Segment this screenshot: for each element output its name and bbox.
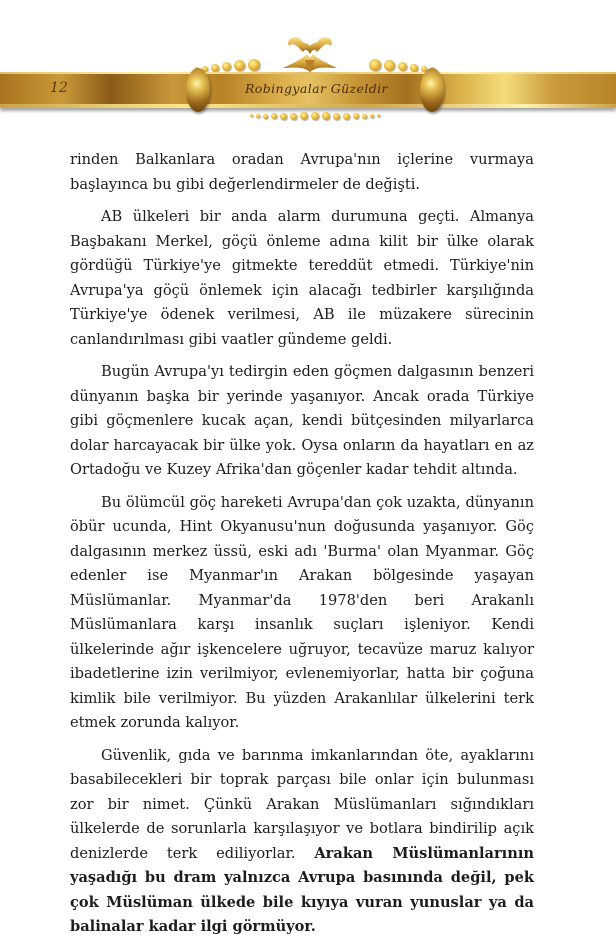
emphasized-text: Arakan Müslümanlarının yaşadığı bu dram yalnızca Avrupa basınında değil, pek çok Müslüman ülkede bile kıyıya vuran yunuslar ya da balinalar kadar ilgi görmüyor. xyxy=(70,844,534,935)
running-title: Robingyalar Güzeldir xyxy=(245,81,388,96)
scroll-ornament-left-icon xyxy=(186,68,210,112)
page-number: 12 xyxy=(50,80,68,96)
decorative-dot-icon xyxy=(250,114,253,117)
body-text xyxy=(70,148,534,948)
decorative-dot-icon xyxy=(300,112,308,120)
decorative-dot-icon xyxy=(271,113,277,119)
decorative-dot-icon xyxy=(234,60,245,71)
decorative-dot-icon xyxy=(384,60,395,71)
decorative-dot-icon xyxy=(311,112,319,120)
paragraph: Bugün Avrupa'yı tedirgin eden göçmen dalgasının benzeri dünyanın başka bir yerinde yaşanıyor. Ancak orada Türkiye gibi göçmenlere kucak açan, kendi bütçesinden milyarlarca dolar harcayacak bir ülke yok. Oysa onların da hayatları en az Ortadoğu ve Kuzey Afrika'dan göçenler kadar tehdit altında. xyxy=(70,363,534,478)
decorative-dot-icon xyxy=(369,59,381,71)
decorative-dot-icon xyxy=(263,114,268,119)
decorative-dot-icon xyxy=(222,62,231,71)
crest-ornament-icon xyxy=(281,34,339,74)
decorative-dot-icon xyxy=(343,113,350,120)
decorative-dot-icon xyxy=(256,114,260,118)
decorative-dot-icon xyxy=(280,113,287,120)
paragraph xyxy=(70,744,534,940)
decorative-dot-icon xyxy=(410,64,418,72)
page-header xyxy=(0,0,616,135)
paragraph: rinden Balkanlara oradan Avrupa'nın içlerine vurmaya başlayınca bu gibi değerlendirmeler de değişti. xyxy=(70,151,534,193)
decorative-dot-icon xyxy=(211,64,219,72)
decorative-dot-icon xyxy=(333,113,340,120)
decorative-dot-icon xyxy=(370,114,374,118)
decorative-dot-icon xyxy=(322,112,330,120)
decorative-dot-icon xyxy=(248,59,260,71)
paragraph: Bu ölümcül göç hareketi Avrupa'dan çok uzakta, dünyanın öbür ucunda, Hint Okyanusu'nun doğusunda yaşanıyor. Göç dalgasının merkez üssü, eski adı 'Burma' olan Myanmar. Göç edenler ise Myanmar'ın Arakan bölgesinde yaşayan Müslümanlar. Myanmar'da 1978'den beri Arakanlı Müslümanlara karşı insanlık suçları işleniyor. Kendi ülkelerinde ağır işkencelere uğruyor, tecavüze maruz kalıyor ibadetlerine izin verilmiyor, evlenemiyorlar, hatta bir çoğuna kimlik bile verilmiyor. Bu yüzden Arakanlılar ülkelerini terk etmek zorunda kalıyor. xyxy=(70,493,534,731)
scroll-ornament-right-icon xyxy=(420,68,444,112)
decorative-dot-icon xyxy=(377,114,380,117)
paragraph-text: Güvenlik, gıda ve barınma imkanlarından öte, ayaklarını basabilecekleri bir toprak parçası bile onlar için bulunması zor bir nimet. Çünkü Arakan Müslümanları sığındıkları ülkelerde de sorunlarla karşılaşıyor ve botlara bindirilip açık denizlerde terk ediliyorlar. xyxy=(70,746,534,862)
paragraph: AB ülkeleri bir anda alarm durumuna geçti. Almanya Başbakanı Merkel, göçü önleme adına kilit bir ülke olarak gördüğü Türkiye'ye gitmekte tereddüt etmedi. Türkiye'nin Avrupa'ya göçü önlemek için alacağı tedbirler karşılığında Türkiye'ye ödenek verilmesi, AB ile müzakere sürecinin canlandırılması gibi vaatler gündeme geldi. xyxy=(70,208,534,348)
decorative-dot-icon xyxy=(362,114,367,119)
decorative-dot-icon xyxy=(290,113,297,120)
decorative-dot-icon xyxy=(353,113,359,119)
decorative-dot-icon xyxy=(398,62,407,71)
